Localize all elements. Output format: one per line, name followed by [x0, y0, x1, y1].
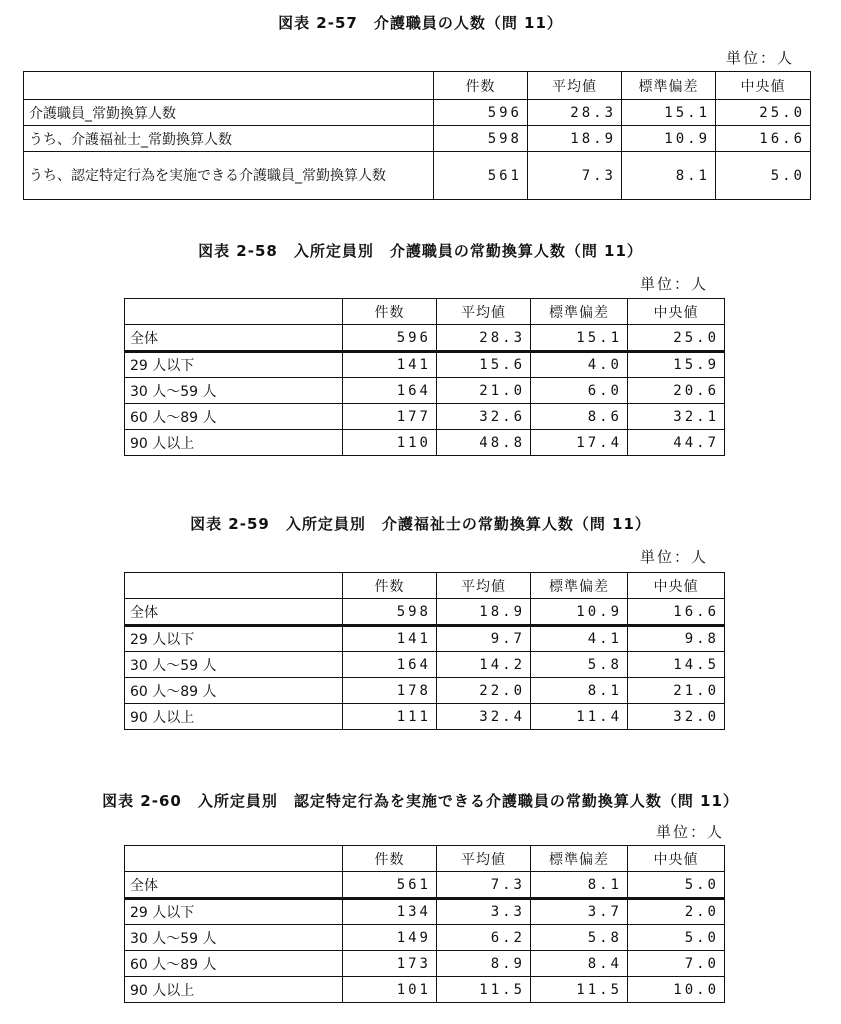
cell-mean: 6.2: [437, 925, 531, 951]
row-label: 全体: [125, 872, 343, 899]
table-row: [125, 626, 725, 652]
header-cell: 中央値: [716, 72, 811, 100]
row-label: 29 人以下: [125, 626, 343, 652]
cell-mean: 7.3: [437, 872, 531, 899]
data-table: [124, 572, 725, 730]
cell-stddev: 15.1: [531, 325, 628, 352]
cell-count: 141: [343, 626, 437, 652]
cell-median: 20.6: [628, 378, 725, 404]
header-cell: 平均値: [437, 299, 531, 325]
cell-mean: 21.0: [437, 378, 531, 404]
header-cell: 件数: [434, 72, 528, 100]
header-cell: 平均値: [528, 72, 622, 100]
cell-stddev: 5.8: [531, 652, 628, 678]
header-cell: 標準偏差: [531, 846, 628, 872]
row-label: うち、介護福祉士_常勤換算人数: [24, 126, 434, 152]
header-cell: 中央値: [628, 299, 725, 325]
header-cell: 件数: [343, 846, 437, 872]
cell-median: 7.0: [628, 951, 725, 977]
cell-stddev: 17.4: [531, 430, 628, 456]
header-cell: 標準偏差: [622, 72, 716, 100]
cell-mean: 9.7: [437, 626, 531, 652]
table-row: [125, 899, 725, 925]
unit-label: 単位：人: [726, 49, 795, 67]
table-row: [125, 872, 725, 899]
row-label: 30 人～59 人: [125, 378, 343, 404]
table-row: [125, 430, 725, 456]
cell-mean: 18.9: [528, 126, 622, 152]
header-cell: 平均値: [437, 846, 531, 872]
cell-stddev: 5.8: [531, 925, 628, 951]
row-label: 90 人以上: [125, 430, 343, 456]
cell-count: 596: [434, 100, 528, 126]
table-title: 図表 2-57 介護職員の人数（問 11）: [278, 14, 563, 32]
row-label: うち、認定特定行為を実施できる介護職員_常勤換算人数: [24, 152, 434, 200]
row-label: 29 人以下: [125, 352, 343, 378]
table-header-row: [24, 72, 811, 100]
cell-mean: 18.9: [437, 599, 531, 626]
cell-stddev: 6.0: [531, 378, 628, 404]
cell-stddev: 11.4: [531, 704, 628, 730]
cell-mean: 11.5: [437, 977, 531, 1003]
cell-count: 177: [343, 404, 437, 430]
cell-stddev: 8.4: [531, 951, 628, 977]
cell-mean: 7.3: [528, 152, 622, 200]
cell-stddev: 8.1: [531, 872, 628, 899]
cell-mean: 32.6: [437, 404, 531, 430]
cell-count: 164: [343, 378, 437, 404]
cell-count: 596: [343, 325, 437, 352]
row-label: 60 人～89 人: [125, 951, 343, 977]
row-label: 29 人以下: [125, 899, 343, 925]
row-label: 30 人～59 人: [125, 925, 343, 951]
row-label: 90 人以上: [125, 704, 343, 730]
table-row: [125, 951, 725, 977]
table-row: [125, 325, 725, 352]
header-cell: 件数: [343, 573, 437, 599]
cell-stddev: 10.9: [531, 599, 628, 626]
cell-median: 44.7: [628, 430, 725, 456]
cell-mean: 22.0: [437, 678, 531, 704]
row-label: 30 人～59 人: [125, 652, 343, 678]
cell-mean: 3.3: [437, 899, 531, 925]
header-corner-cell: [125, 846, 343, 872]
cell-median: 5.0: [628, 925, 725, 951]
row-label: 全体: [125, 325, 343, 352]
cell-median: 2.0: [628, 899, 725, 925]
table-title: 図表 2-59 入所定員別 介護福祉士の常勤換算人数（問 11）: [190, 515, 651, 533]
cell-stddev: 8.1: [622, 152, 716, 200]
cell-stddev: 4.0: [531, 352, 628, 378]
cell-mean: 28.3: [528, 100, 622, 126]
cell-count: 561: [434, 152, 528, 200]
table-row: [125, 599, 725, 626]
cell-stddev: 10.9: [622, 126, 716, 152]
row-label: 90 人以上: [125, 977, 343, 1003]
cell-count: 178: [343, 678, 437, 704]
cell-count: 561: [343, 872, 437, 899]
data-table: [124, 298, 725, 456]
row-label: 介護職員_常勤換算人数: [24, 100, 434, 126]
table-row: [24, 100, 811, 126]
cell-median: 15.9: [628, 352, 725, 378]
cell-count: 101: [343, 977, 437, 1003]
header-cell: 平均値: [437, 573, 531, 599]
table-header-row: [125, 573, 725, 599]
table-title: 図表 2-58 入所定員別 介護職員の常勤換算人数（問 11）: [198, 242, 643, 260]
cell-mean: 8.9: [437, 951, 531, 977]
table-row: [125, 704, 725, 730]
unit-label: 単位：人: [640, 548, 709, 566]
cell-stddev: 8.1: [531, 678, 628, 704]
row-label: 60 人～89 人: [125, 404, 343, 430]
data-table: [23, 71, 811, 200]
header-cell: 中央値: [628, 846, 725, 872]
cell-count: 141: [343, 352, 437, 378]
table-row: [125, 678, 725, 704]
cell-count: 134: [343, 899, 437, 925]
cell-median: 9.8: [628, 626, 725, 652]
cell-median: 21.0: [628, 678, 725, 704]
cell-count: 598: [434, 126, 528, 152]
header-cell: 標準偏差: [531, 299, 628, 325]
table-row: [125, 652, 725, 678]
row-label: 60 人～89 人: [125, 678, 343, 704]
table-row: [125, 378, 725, 404]
cell-mean: 14.2: [437, 652, 531, 678]
table-header-row: [125, 846, 725, 872]
cell-count: 173: [343, 951, 437, 977]
row-label: 全体: [125, 599, 343, 626]
data-table: [124, 845, 725, 1003]
unit-label: 単位：人: [656, 823, 725, 841]
cell-stddev: 15.1: [622, 100, 716, 126]
table-row: [125, 977, 725, 1003]
cell-count: 111: [343, 704, 437, 730]
cell-median: 25.0: [716, 100, 811, 126]
unit-label: 単位：人: [640, 275, 709, 293]
cell-mean: 48.8: [437, 430, 531, 456]
header-cell: 件数: [343, 299, 437, 325]
table-row: [125, 352, 725, 378]
cell-median: 5.0: [716, 152, 811, 200]
table-row: [24, 126, 811, 152]
cell-stddev: 4.1: [531, 626, 628, 652]
cell-median: 10.0: [628, 977, 725, 1003]
table-title: 図表 2-60 入所定員別 認定特定行為を実施できる介護職員の常勤換算人数（問 11）: [102, 792, 739, 810]
cell-count: 598: [343, 599, 437, 626]
cell-count: 149: [343, 925, 437, 951]
table-row: [125, 404, 725, 430]
cell-stddev: 3.7: [531, 899, 628, 925]
header-corner-cell: [125, 299, 343, 325]
table-header-row: [125, 299, 725, 325]
cell-median: 16.6: [716, 126, 811, 152]
cell-median: 25.0: [628, 325, 725, 352]
header-cell: 標準偏差: [531, 573, 628, 599]
header-corner-cell: [24, 72, 434, 100]
header-corner-cell: [125, 573, 343, 599]
cell-count: 110: [343, 430, 437, 456]
cell-median: 32.0: [628, 704, 725, 730]
cell-median: 32.1: [628, 404, 725, 430]
cell-mean: 15.6: [437, 352, 531, 378]
table-row: [24, 152, 811, 200]
cell-mean: 28.3: [437, 325, 531, 352]
cell-median: 16.6: [628, 599, 725, 626]
cell-median: 5.0: [628, 872, 725, 899]
cell-mean: 32.4: [437, 704, 531, 730]
cell-stddev: 8.6: [531, 404, 628, 430]
cell-count: 164: [343, 652, 437, 678]
cell-median: 14.5: [628, 652, 725, 678]
cell-stddev: 11.5: [531, 977, 628, 1003]
header-cell: 中央値: [628, 573, 725, 599]
table-row: [125, 925, 725, 951]
